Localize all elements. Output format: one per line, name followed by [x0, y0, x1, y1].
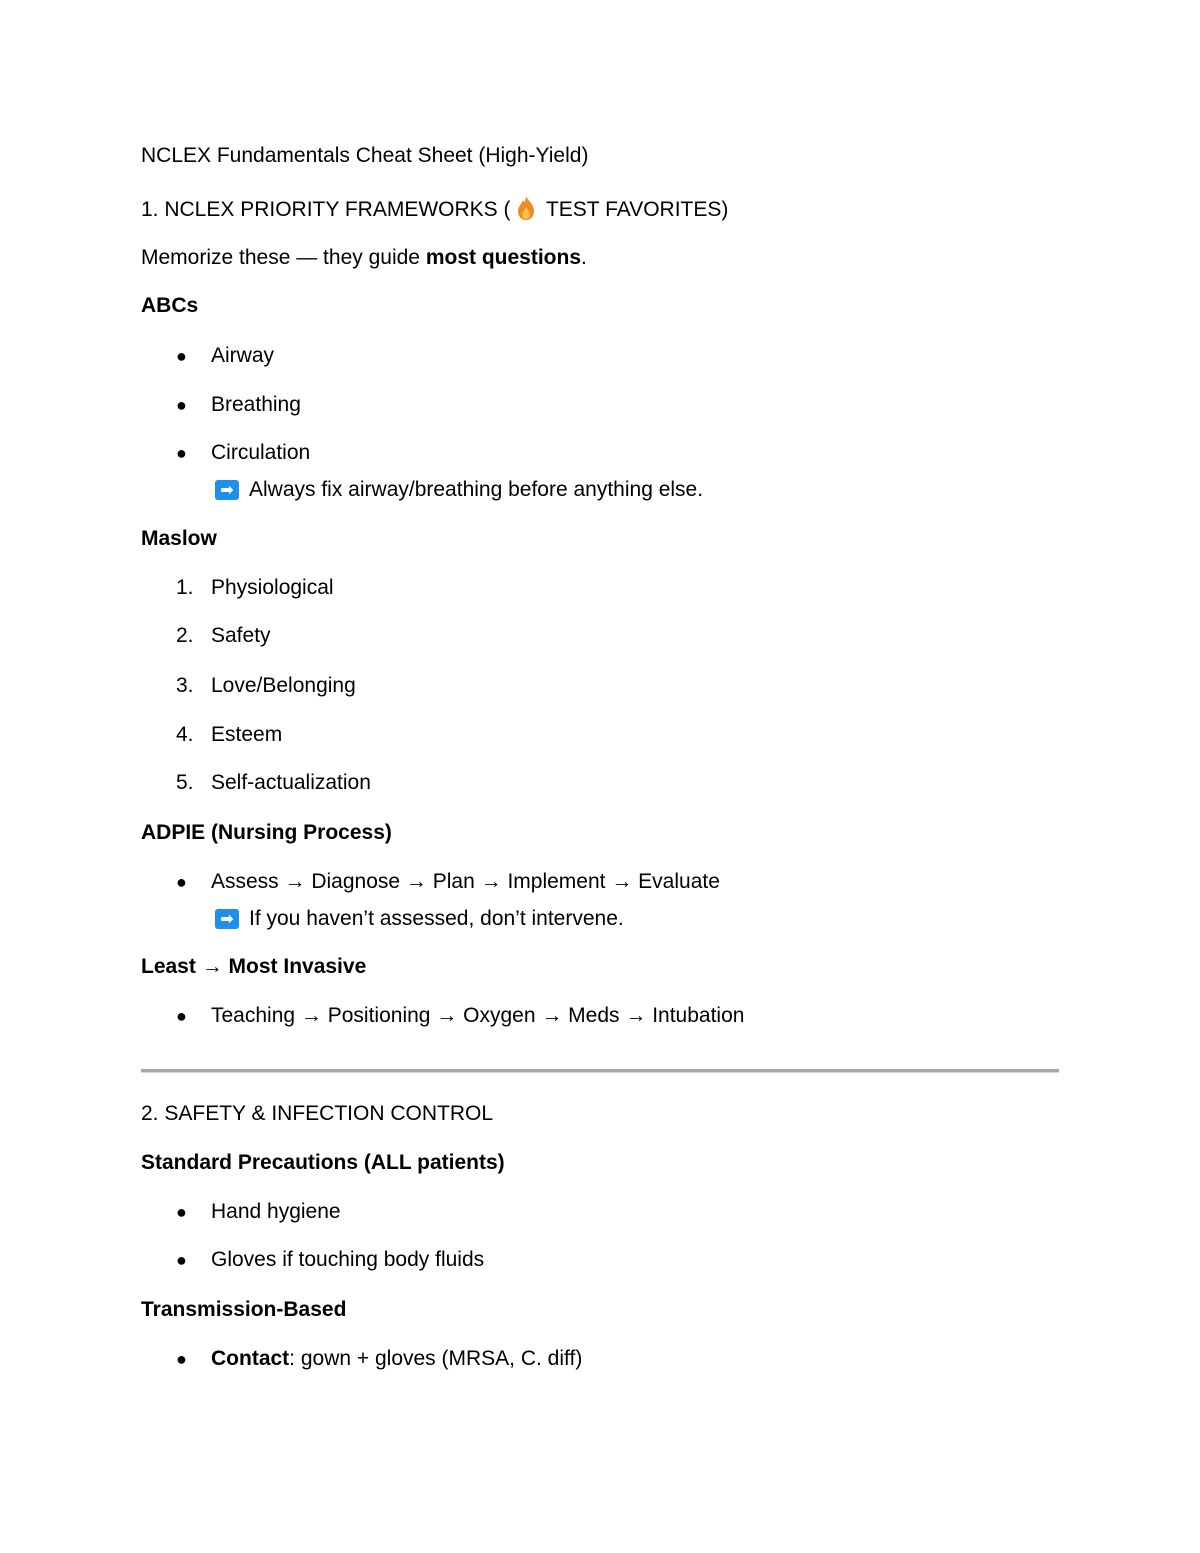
- contact-label: Contact: [211, 1347, 290, 1370]
- section-1-heading-post: TEST FAVORITES): [540, 198, 729, 221]
- section-divider: [141, 1069, 1059, 1073]
- standard-item-hand-hygiene: Hand hygiene: [211, 1200, 341, 1223]
- standard-item-gloves: Gloves if touching body fluids: [211, 1248, 485, 1271]
- maslow-item-number: 4.: [176, 723, 194, 746]
- bullet-icon: ●: [176, 872, 187, 892]
- intro-bold-text: most questions: [425, 246, 581, 269]
- maslow-item-number: 2.: [176, 624, 194, 647]
- document-title: NCLEX Fundamentals Cheat Sheet (High-Yield): [141, 144, 589, 167]
- contact-text: : gown + gloves (MRSA, C. diff): [289, 1347, 583, 1370]
- bullet-icon: ●: [176, 443, 187, 463]
- intro-end-text: .: [581, 246, 587, 269]
- maslow-item-esteem: Esteem: [211, 723, 283, 746]
- adpie-heading: ADPIE (Nursing Process): [141, 821, 392, 844]
- bullet-icon: ●: [176, 395, 187, 415]
- bullet-icon: ●: [176, 1202, 187, 1222]
- abcs-note: [215, 477, 703, 503]
- section-1-heading-pre: 1. NCLEX PRIORITY FRAMEWORKS (: [141, 198, 511, 221]
- invasive-steps: Teaching → Positioning → Oxygen → Meds → Intubation: [211, 1004, 745, 1027]
- abcs-note-text: Always fix airway/breathing before anything else.: [249, 478, 704, 501]
- intro-normal-text: Memorize these — they guide: [141, 246, 426, 269]
- transmission-heading: Transmission-Based: [141, 1298, 347, 1321]
- invasive-heading: Least → Most Invasive: [141, 955, 367, 978]
- maslow-item-number: 5.: [176, 771, 194, 794]
- adpie-steps: Assess → Diagnose → Plan → Implement → Evaluate: [211, 870, 720, 893]
- section-2-heading: 2. SAFETY & INFECTION CONTROL: [141, 1102, 493, 1125]
- maslow-item-number: 3.: [176, 674, 194, 697]
- abcs-item-breathing: Breathing: [211, 393, 301, 416]
- bullet-icon: ●: [176, 1250, 187, 1270]
- right-arrow-icon: ➡: [215, 909, 239, 929]
- maslow-item-safety: Safety: [211, 624, 271, 647]
- bullet-icon: ●: [176, 1349, 187, 1369]
- right-arrow-icon: ➡: [215, 480, 239, 500]
- section-1-intro: [141, 245, 587, 271]
- bullet-icon: ●: [176, 346, 187, 366]
- bullet-icon: ●: [176, 1006, 187, 1026]
- maslow-heading: Maslow: [141, 527, 217, 550]
- maslow-item-physiological: Physiological: [211, 576, 334, 599]
- maslow-item-number: 1.: [176, 576, 194, 599]
- abcs-heading: ABCs: [141, 294, 199, 317]
- maslow-item-love-belonging: Love/Belonging: [211, 674, 356, 697]
- standard-precautions-heading: Standard Precautions (ALL patients): [141, 1151, 505, 1174]
- abcs-item-airway: Airway: [211, 344, 275, 367]
- maslow-item-self-actualization: Self-actualization: [211, 771, 371, 794]
- fire-icon: [515, 195, 537, 221]
- adpie-note: [215, 906, 624, 932]
- abcs-item-circulation: Circulation: [211, 441, 311, 464]
- transmission-item-contact: [211, 1346, 582, 1372]
- adpie-note-text: If you haven’t assessed, don’t intervene.: [249, 907, 624, 930]
- section-1-heading: [141, 195, 728, 223]
